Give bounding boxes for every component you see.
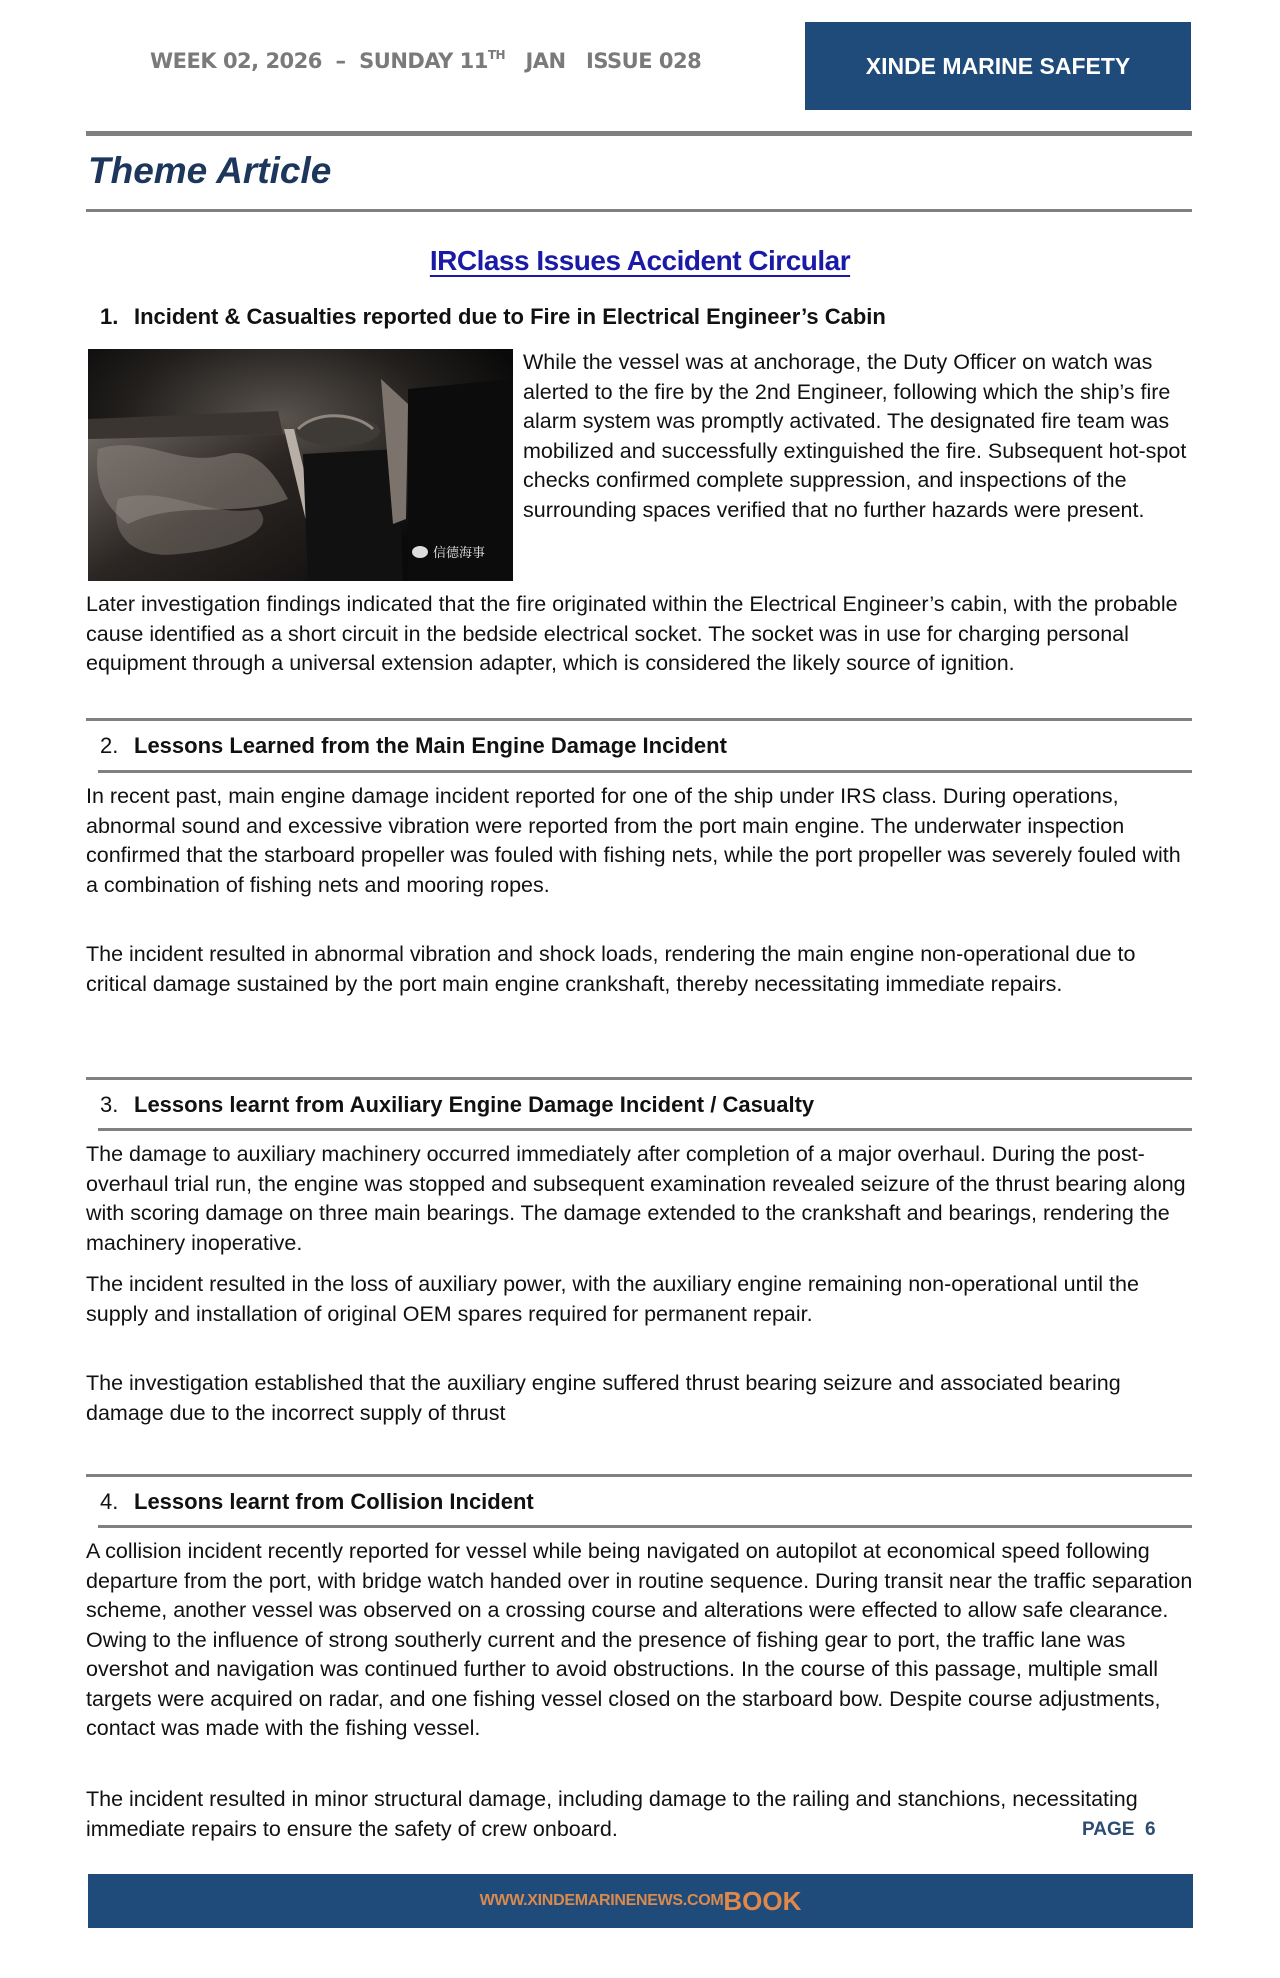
section-number: 3.: [100, 1092, 119, 1117]
wechat-icon: [412, 546, 428, 558]
date-text: WEEK 02, 2026 – SUNDAY 11: [150, 49, 488, 73]
section-heading-text: Lessons learnt from Auxiliary Engine Damage Incident / Casualty: [134, 1092, 815, 1117]
section-4-heading: [100, 1489, 534, 1515]
heading-underline: [98, 770, 1192, 773]
article-title-link[interactable]: IRClass Issues Accident Circular: [429, 245, 851, 276]
section-divider: [86, 1474, 1192, 1477]
heading-underline: [98, 1525, 1192, 1528]
section-1-paragraph-1: While the vessel was at anchorage, the Duty Officer on watch was alerted to the fire by the 2nd Engineer, following which the ship’s fire alarm system was promptly activated. The designated fire team was mobilized and successfully extinguished the fire. Subsequent hot-spot checks confirmed complete suppression, and inspections of the surrounding spaces verified that no further hazards were present.: [523, 350, 1187, 522]
section-3-paragraph-2: The incident resulted in the loss of auxiliary power, with the auxiliary engine remaining non-operational until the supply and installation of original OEM spares required for permanent repair.: [86, 1272, 1139, 1326]
date-suffix: TH: [487, 48, 506, 62]
section-title: Theme Article: [88, 150, 332, 191]
section-heading-text: Lessons Learned from the Main Engine Damage Incident: [134, 733, 727, 758]
brand-name: XINDE MARINE SAFETY: [865, 52, 1131, 79]
issue-text: JAN ISSUE 028: [505, 49, 702, 73]
section-2-paragraph-1: In recent past, main engine damage incident reported for one of the ship under IRS class. During operations, abnormal sound and excessive vibration were reported from the port main engine. The underwater inspection confirmed that the starboard propeller was fouled with fishing nets, while the port propeller was severely fouled with a combination of fishing nets and mooring ropes.: [86, 784, 1181, 897]
section-number: 1.: [100, 304, 119, 329]
fire-damage-photo: [88, 349, 513, 581]
section-1-paragraph-2: Later investigation findings indicated that the fire originated within the Electrical Engineer’s cabin, with the probable cause identified as a short circuit in the bedside electrical socket. The socket was in use for charging personal equipment through a universal extension adapter, which is considered the likely source of ignition.: [86, 592, 1178, 675]
section-4-paragraph-1: A collision incident recently reported for vessel while being navigated on autopilot at economical speed following departure from the port, with bridge watch handed over in routine sequence. During transit near the traffic separation scheme, another vessel was observed on a crossing course and alterations were effected to allow safe clearance. Owing to the influence of strong southerly current and the presence of fishing gear to port, the traffic lane was overshot and navigation was continued further to avoid obstructions. In the course of this passage, multiple small targets were acquired on radar, and one fishing vessel closed on the starboard bow. Despite course adjustments, contact was made with the fishing vessel.: [86, 1539, 1193, 1740]
footer-banner: [88, 1874, 1193, 1928]
section-1-heading: [100, 304, 886, 330]
section-2-heading: [100, 733, 727, 759]
issue-date-line: [150, 48, 701, 73]
article-title: [0, 245, 1280, 277]
section-number: 2.: [100, 733, 119, 758]
header-divider: [86, 131, 1192, 136]
section-2-paragraph-2: The incident resulted in abnormal vibration and shock loads, rendering the main engine non-operational due to critical damage sustained by the port main engine crankshaft, thereby necessitating immediate repairs.: [86, 942, 1136, 996]
section-heading-text: Lessons learnt from Collision Incident: [134, 1489, 534, 1514]
page-number: PAGE 6: [1082, 1819, 1156, 1840]
section-3-heading: [100, 1092, 814, 1118]
heading-underline: [98, 1128, 1192, 1131]
section-3-paragraph-3: The investigation established that the auxiliary engine suffered thrust bearing seizure and associated bearing damage due to the incorrect supply of thrust: [86, 1371, 1121, 1425]
section-divider: [86, 718, 1192, 721]
photo-watermark: 信德海事: [412, 542, 485, 561]
section-number: 4.: [100, 1489, 119, 1514]
footer-book-text: BOOK: [723, 1885, 802, 1916]
brand-banner: [805, 22, 1191, 110]
section-divider: [86, 1077, 1192, 1080]
title-divider: [86, 209, 1192, 212]
section-4-paragraph-2: The incident resulted in minor structural damage, including damage to the railing and stanchions, necessitating immediate repairs to ensure the safety of crew onboard.: [86, 1787, 1138, 1841]
section-heading-text: Incident & Casualties reported due to Fire in Electrical Engineer’s Cabin: [134, 304, 886, 329]
section-3-paragraph-1: The damage to auxiliary machinery occurred immediately after completion of a major overhaul. During the post-overhaul trial run, the engine was stopped and subsequent examination revealed seizure of the thrust bearing along with scoring damage on three main bearings. The damage extended to the crankshaft and bearings, rendering the machinery inoperative.: [86, 1142, 1186, 1255]
footer-url-link[interactable]: WWW.XINDEMARINENEWS.COM: [479, 1892, 724, 1909]
